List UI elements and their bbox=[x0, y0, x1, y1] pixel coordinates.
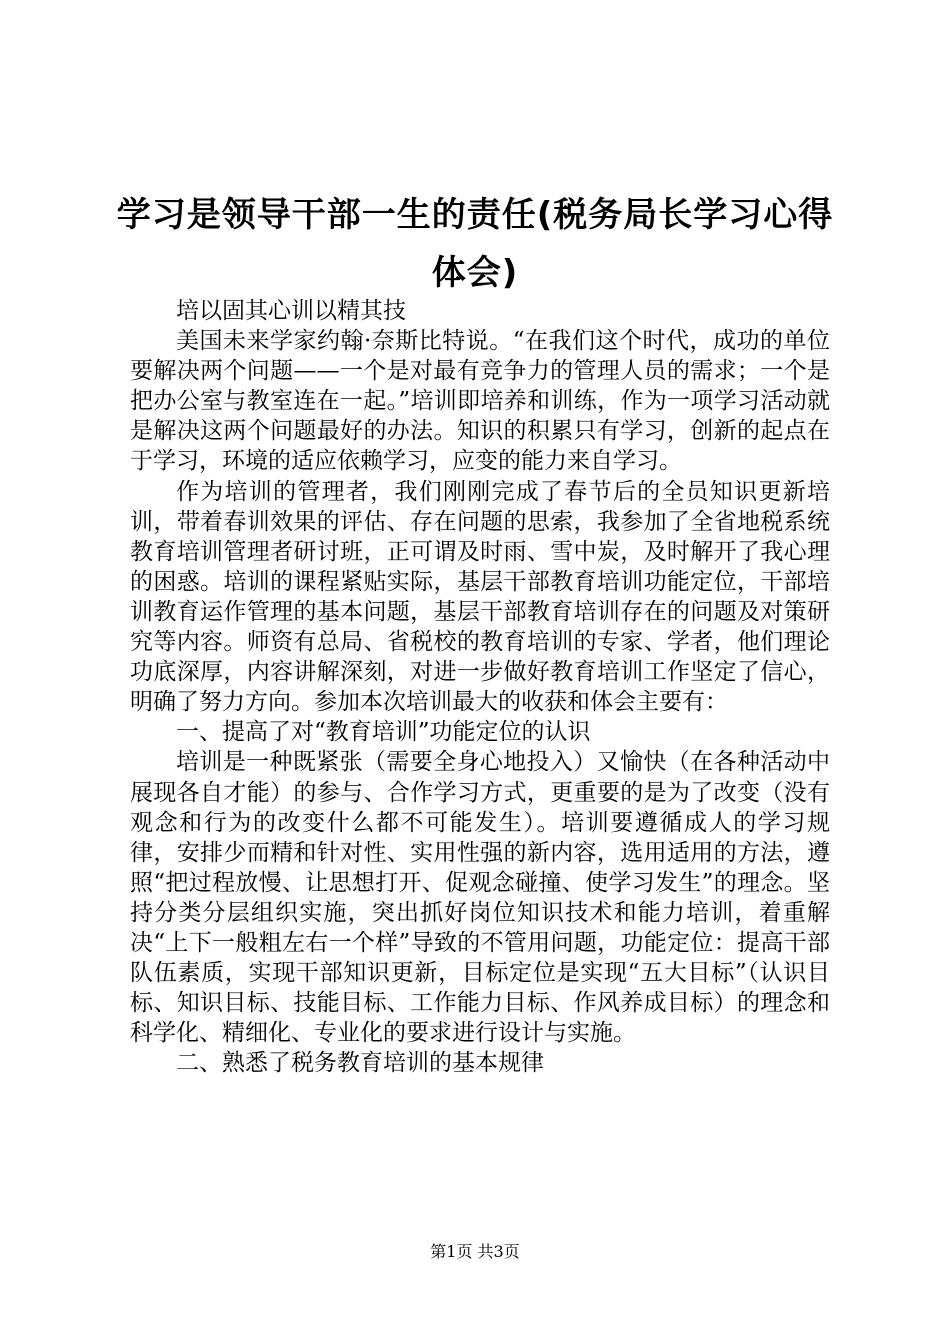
paragraph: 作为培训的管理者，我们刚刚完成了春节后的全员知识更新培训，带着春训效果的评估、存在问题的思索，我参加了全省地税系统教育培训管理者研讨班，正可谓及时雨、雪中炭，及时解开了我心理的困惑。培训的课程紧贴实际，基层干部教育培训功能定位，干部培训教育运作管理的基本问题，基层干部教育培训存在的问题及对策研究等内容。师资有总局、省税校的教育培训的专家、学者，他们理论功底深厚，内容讲解深刻，对进一步做好教育培训工作坚定了信心，明确了努力方向。参加本次培训最大的收获和体会主要有： bbox=[130, 478, 830, 716]
paragraph: 美国未来学家约翰·奈斯比特说。“在我们这个时代，成功的单位要解决两个问题——一个是对最有竞争力的管理人员的需求；一个是把办公室与教室连在一起。”培训即培养和训练，作为一项学习活动就是解决这两个问题最好的办法。知识的积累只有学习，创新的起点在于学习，环境的适应依赖学习，应变的能力来自学习。 bbox=[130, 328, 830, 475]
section-heading: 一、提高了对“教育培训”功能定位的认识 bbox=[176, 719, 591, 746]
page-footer: 第1页 共3页 bbox=[430, 1242, 520, 1261]
section-heading: 二、熟悉了税务教育培训的基本规律 bbox=[176, 1050, 544, 1077]
paragraph: 培训是一种既紧张（需要全身心地投入）又愉快（在各种活动中展现各自才能）的参与、合作学习方式，更重要的是为了改变（没有观念和行为的改变什么都不可能发生）。培训要遵循成人的学习规律，安排少而精和针对性、实用性强的新内容，选用适用的方法，遵照“把过程放慢、让思想打开、促观念碰撞、使学习发生”的理念。坚持分类分层组织实施，突出抓好岗位知识技术和能力培训，着重解决“上下一般粗左右一个样”导致的不管用问题，功能定位：提高干部队伍素质，实现干部知识更新，目标定位是实现“五大目标”（认识目标、知识目标、技能目标、工作能力目标、作风养成目标）的理念和科学化、精细化、专业化的要求进行设计与实施。 bbox=[130, 749, 830, 1047]
document-body bbox=[130, 296, 830, 1078]
paragraph-subtitle: 培以固其心训以精其技 bbox=[176, 298, 406, 324]
document-title: 学习是领导干部一生的责任(税务局长学习心得体会) bbox=[116, 195, 834, 293]
